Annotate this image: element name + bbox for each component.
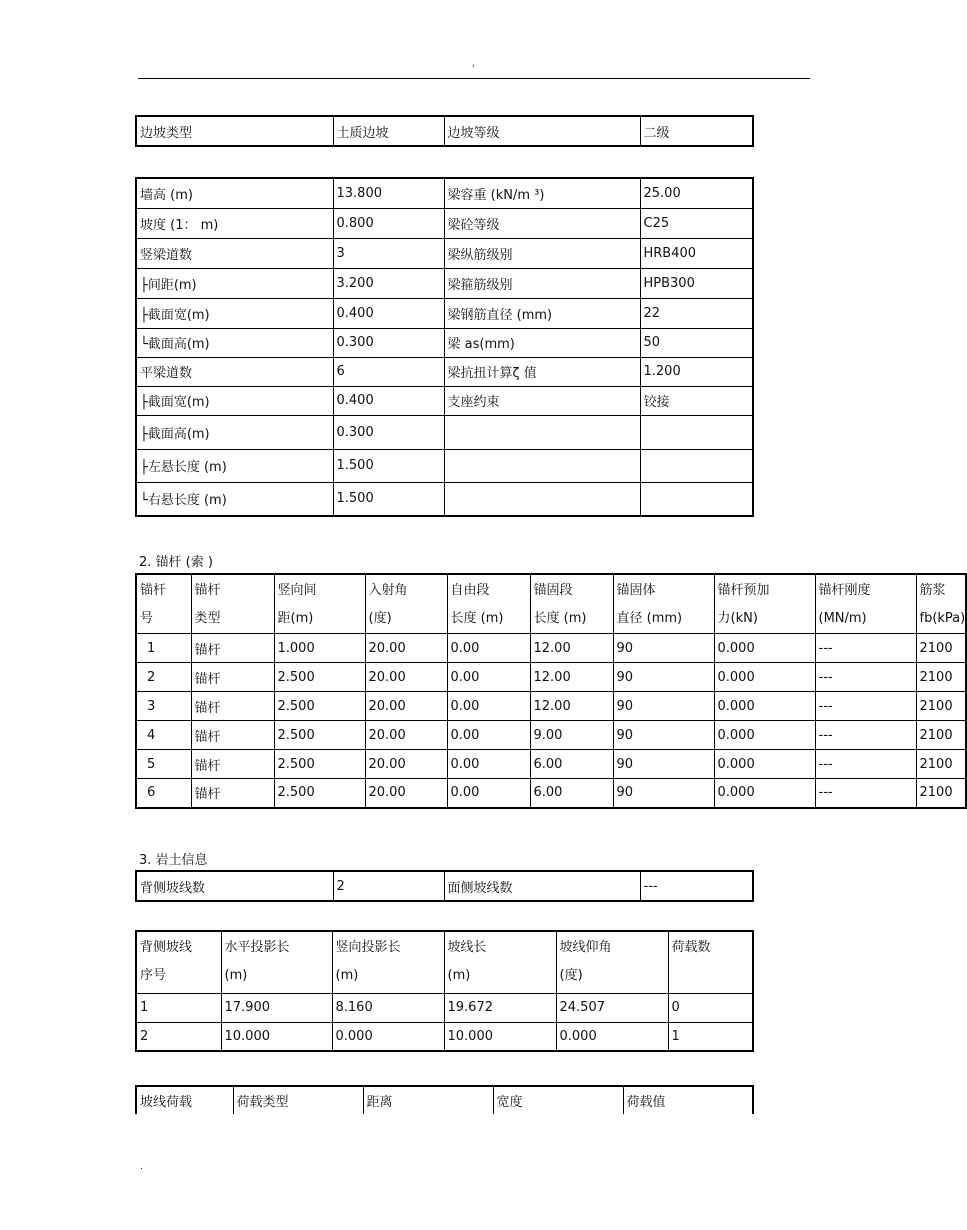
param-label: 梁钢筋直径 (mm) xyxy=(444,298,640,328)
anchor-cell: --- xyxy=(815,634,916,663)
anchor-cell: 2100 xyxy=(916,721,966,750)
param-label: 梁箍筋级别 xyxy=(444,268,640,298)
anchor-cell: 12.00 xyxy=(530,634,613,663)
param-value: C25 xyxy=(640,208,753,238)
slope-lines-table xyxy=(135,930,754,1052)
lines-cell: 0.000 xyxy=(556,1022,668,1051)
param-label: ├截面宽(m) xyxy=(136,386,333,415)
lines-header-line2: (m) xyxy=(224,968,248,983)
lines-header-cell xyxy=(556,931,668,993)
param-value: 1.200 xyxy=(640,357,753,386)
lines-header-row xyxy=(136,931,753,993)
param-label: 平梁道数 xyxy=(136,357,333,386)
params-row xyxy=(136,328,753,357)
lines-row xyxy=(136,1022,753,1051)
param-value: 25.00 xyxy=(640,178,753,208)
lines-header-line2: (m) xyxy=(335,968,359,983)
anchor-cell: 0.00 xyxy=(447,663,530,692)
slope-grade-value: 二级 xyxy=(640,116,753,146)
param-label: 梁抗扭计算ζ 值 xyxy=(444,357,640,386)
anchor-header-line2: 距(m) xyxy=(277,611,314,626)
anchor-cell: 2100 xyxy=(916,779,966,808)
lines-cell: 8.160 xyxy=(332,993,444,1022)
anchor-header-line2: 长度 (m) xyxy=(533,611,587,626)
load-header-cell: 宽度 xyxy=(493,1086,623,1114)
anchor-header-line1: 锚杆 xyxy=(194,583,221,598)
param-value: 22 xyxy=(640,298,753,328)
anchor-header-line2: 类型 xyxy=(194,611,221,626)
anchor-cell: 12.00 xyxy=(530,692,613,721)
anchor-header-line2: 力(kN) xyxy=(717,611,758,626)
params-row xyxy=(136,482,753,516)
param-value: 3.200 xyxy=(333,268,444,298)
lines-header-cell xyxy=(332,931,444,993)
lines-header-line1: 坡线仰角 xyxy=(559,940,612,955)
anchor-header-line2: 号 xyxy=(140,611,154,626)
param-label: 墙高 (m) xyxy=(136,178,333,208)
anchor-cell: 20.00 xyxy=(365,750,447,779)
anchor-header-line2: (MN/m) xyxy=(818,611,867,626)
anchor-cell: 20.00 xyxy=(365,692,447,721)
param-label xyxy=(444,482,640,516)
anchor-cell: --- xyxy=(815,663,916,692)
param-label: 梁砼等级 xyxy=(444,208,640,238)
param-label: 梁纵筋级别 xyxy=(444,238,640,268)
anchor-header-cell xyxy=(916,574,966,634)
slope-load-table xyxy=(135,1085,754,1114)
lines-cell: 10.000 xyxy=(221,1022,332,1051)
lines-cell: 1 xyxy=(136,993,221,1022)
anchor-cell: 4 xyxy=(136,721,191,750)
anchor-cell: 20.00 xyxy=(365,663,447,692)
anchor-cell: 2.500 xyxy=(274,779,365,808)
anchor-table xyxy=(135,573,967,809)
anchor-header-cell xyxy=(613,574,714,634)
anchor-cell: --- xyxy=(815,721,916,750)
params-row xyxy=(136,415,753,449)
anchor-cell: 0.00 xyxy=(447,634,530,663)
param-label xyxy=(444,415,640,449)
anchor-header-line1: 锚固段 xyxy=(533,583,573,598)
param-label: ├间距(m) xyxy=(136,268,333,298)
anchor-cell: 2.500 xyxy=(274,663,365,692)
anchor-cell: 锚杆 xyxy=(191,634,274,663)
anchor-cell: 3 xyxy=(136,692,191,721)
lines-cell: 10.000 xyxy=(444,1022,556,1051)
lines-cell: 24.507 xyxy=(556,993,668,1022)
param-value: 铰接 xyxy=(640,386,753,415)
param-label xyxy=(444,449,640,482)
param-value: 0.300 xyxy=(333,415,444,449)
slope-grade-label: 边坡等级 xyxy=(444,116,640,146)
lines-cell: 0.000 xyxy=(332,1022,444,1051)
anchor-row xyxy=(136,721,966,750)
lines-cell: 19.672 xyxy=(444,993,556,1022)
soil-lines-count-table xyxy=(135,870,754,902)
param-value xyxy=(640,449,753,482)
anchor-row xyxy=(136,634,966,663)
anchor-cell: 锚杆 xyxy=(191,721,274,750)
lines-header-cell xyxy=(136,931,221,993)
back-lines-label: 背侧坡线数 xyxy=(136,871,333,901)
param-value: 1.500 xyxy=(333,482,444,516)
load-header-cell: 荷载值 xyxy=(623,1086,753,1114)
anchor-cell: 90 xyxy=(613,634,714,663)
anchor-cell: 90 xyxy=(613,721,714,750)
anchor-header-cell xyxy=(136,574,191,634)
anchor-cell: 2100 xyxy=(916,634,966,663)
lines-header-line1: 竖向投影长 xyxy=(335,940,401,955)
anchor-header-line2: 长度 (m) xyxy=(450,611,504,626)
param-label: ├截面高(m) xyxy=(136,415,333,449)
anchor-section-title: 2. 锚杆 (索 ) xyxy=(139,555,213,570)
anchor-header-cell xyxy=(815,574,916,634)
anchor-row xyxy=(136,663,966,692)
anchor-cell: 1.000 xyxy=(274,634,365,663)
lines-header-cell xyxy=(668,931,753,993)
anchor-cell: 5 xyxy=(136,750,191,779)
params-table xyxy=(135,177,754,517)
anchor-cell: 2100 xyxy=(916,692,966,721)
anchor-cell: 0.000 xyxy=(714,692,815,721)
back-lines-value: 2 xyxy=(333,871,444,901)
anchor-cell: 锚杆 xyxy=(191,663,274,692)
param-value: 13.800 xyxy=(333,178,444,208)
anchor-header-line1: 自由段 xyxy=(450,583,490,598)
lines-header-line2: (度) xyxy=(559,968,583,983)
anchor-cell: 6.00 xyxy=(530,750,613,779)
anchor-cell: 0.000 xyxy=(714,750,815,779)
param-value: 50 xyxy=(640,328,753,357)
param-value: HRB400 xyxy=(640,238,753,268)
anchor-header-line1: 锚固体 xyxy=(616,583,656,598)
param-value: 6 xyxy=(333,357,444,386)
anchor-cell: 90 xyxy=(613,692,714,721)
param-label: ├截面宽(m) xyxy=(136,298,333,328)
param-value: 0.400 xyxy=(333,298,444,328)
param-label: └右悬长度 (m) xyxy=(136,482,333,516)
anchor-cell: 0.00 xyxy=(447,750,530,779)
anchor-cell: 20.00 xyxy=(365,779,447,808)
param-value: 0.300 xyxy=(333,328,444,357)
soil-section-title: 3. 岩土信息 xyxy=(139,853,208,868)
anchor-cell: 2100 xyxy=(916,750,966,779)
anchor-cell: 2.500 xyxy=(274,750,365,779)
param-label: 竖梁道数 xyxy=(136,238,333,268)
anchor-header-line1: 锚杆预加 xyxy=(717,583,770,598)
anchor-header-cell xyxy=(714,574,815,634)
lines-row xyxy=(136,993,753,1022)
param-value xyxy=(640,415,753,449)
anchor-header-line2: (度) xyxy=(368,611,392,626)
anchor-cell: 0.000 xyxy=(714,779,815,808)
anchor-cell: 0.000 xyxy=(714,721,815,750)
anchor-header-cell xyxy=(447,574,530,634)
anchor-cell: --- xyxy=(815,779,916,808)
lines-header-line1: 荷载数 xyxy=(671,940,711,955)
anchor-cell: 20.00 xyxy=(365,721,447,750)
anchor-cell: 2100 xyxy=(916,663,966,692)
anchor-cell: 6 xyxy=(136,779,191,808)
anchor-header-cell xyxy=(274,574,365,634)
anchor-cell: 0.00 xyxy=(447,779,530,808)
load-header-cell: 距离 xyxy=(363,1086,493,1114)
anchor-row xyxy=(136,692,966,721)
anchor-cell: 6.00 xyxy=(530,779,613,808)
lines-header-line1: 坡线长 xyxy=(447,940,487,955)
anchor-header-line1: 锚杆 xyxy=(140,583,167,598)
anchor-cell: 2 xyxy=(136,663,191,692)
anchor-cell: 90 xyxy=(613,663,714,692)
slope-type-value: 土质边坡 xyxy=(333,116,444,146)
param-value: 1.500 xyxy=(333,449,444,482)
anchor-cell: 锚杆 xyxy=(191,779,274,808)
anchor-cell: 0.000 xyxy=(714,634,815,663)
anchor-cell: 0.00 xyxy=(447,692,530,721)
lines-cell: 2 xyxy=(136,1022,221,1051)
anchor-cell: 90 xyxy=(613,750,714,779)
param-value: HPB300 xyxy=(640,268,753,298)
anchor-cell: 2.500 xyxy=(274,692,365,721)
face-lines-value: --- xyxy=(640,871,753,901)
anchor-cell: 90 xyxy=(613,779,714,808)
anchor-header-line1: 锚杆刚度 xyxy=(818,583,871,598)
params-row xyxy=(136,238,753,268)
anchor-cell: 0.000 xyxy=(714,663,815,692)
param-value: 0.800 xyxy=(333,208,444,238)
header-mark: ' xyxy=(472,64,475,74)
params-row xyxy=(136,386,753,415)
anchor-header-line1: 竖向间 xyxy=(277,583,317,598)
footer-mark: . xyxy=(140,1162,143,1172)
lines-header-cell xyxy=(444,931,556,993)
face-lines-label: 面侧坡线数 xyxy=(444,871,640,901)
anchor-cell: 9.00 xyxy=(530,721,613,750)
anchor-header-line1: 入射角 xyxy=(368,583,408,598)
anchor-header-cell xyxy=(365,574,447,634)
anchor-cell: 2.500 xyxy=(274,721,365,750)
lines-header-cell xyxy=(221,931,332,993)
params-row xyxy=(136,357,753,386)
anchor-cell: 12.00 xyxy=(530,663,613,692)
anchor-header-cell xyxy=(530,574,613,634)
params-row xyxy=(136,298,753,328)
lines-cell: 0 xyxy=(668,993,753,1022)
params-row xyxy=(136,208,753,238)
param-value xyxy=(640,482,753,516)
lines-header-line2: (m) xyxy=(447,968,471,983)
lines-cell: 17.900 xyxy=(221,993,332,1022)
anchor-cell: --- xyxy=(815,750,916,779)
anchor-header-row xyxy=(136,574,966,634)
anchor-row xyxy=(136,779,966,808)
anchor-cell: 锚杆 xyxy=(191,692,274,721)
anchor-cell: 0.00 xyxy=(447,721,530,750)
anchor-cell: 20.00 xyxy=(365,634,447,663)
slope-type-label: 边坡类型 xyxy=(136,116,333,146)
params-row xyxy=(136,268,753,298)
lines-header-line1: 水平投影长 xyxy=(224,940,290,955)
param-label: 坡度 (1： m) xyxy=(136,208,333,238)
slope-basic-table xyxy=(135,115,754,147)
anchor-cell: 1 xyxy=(136,634,191,663)
param-label: 支座约束 xyxy=(444,386,640,415)
lines-header-line1: 背侧坡线 xyxy=(140,940,193,955)
params-row xyxy=(136,178,753,208)
params-row xyxy=(136,449,753,482)
param-label: 梁容重 (kN/m ³) xyxy=(444,178,640,208)
anchor-header-line1: 筋浆 xyxy=(919,583,946,598)
param-value: 3 xyxy=(333,238,444,268)
anchor-header-line2: 直径 (mm) xyxy=(616,611,683,626)
param-label: 梁 as(mm) xyxy=(444,328,640,357)
lines-cell: 1 xyxy=(668,1022,753,1051)
anchor-header-cell xyxy=(191,574,274,634)
load-header-cell: 坡线荷载 xyxy=(136,1086,233,1114)
anchor-cell: --- xyxy=(815,692,916,721)
param-label: ├左悬长度 (m) xyxy=(136,449,333,482)
param-label: └截面高(m) xyxy=(136,328,333,357)
lines-header-line2: 序号 xyxy=(140,968,167,983)
anchor-row xyxy=(136,750,966,779)
anchor-cell: 锚杆 xyxy=(191,750,274,779)
anchor-header-line2: fb(kPa) xyxy=(919,611,966,626)
load-header-cell: 荷载类型 xyxy=(233,1086,363,1114)
header-rule xyxy=(138,78,810,79)
param-value: 0.400 xyxy=(333,386,444,415)
